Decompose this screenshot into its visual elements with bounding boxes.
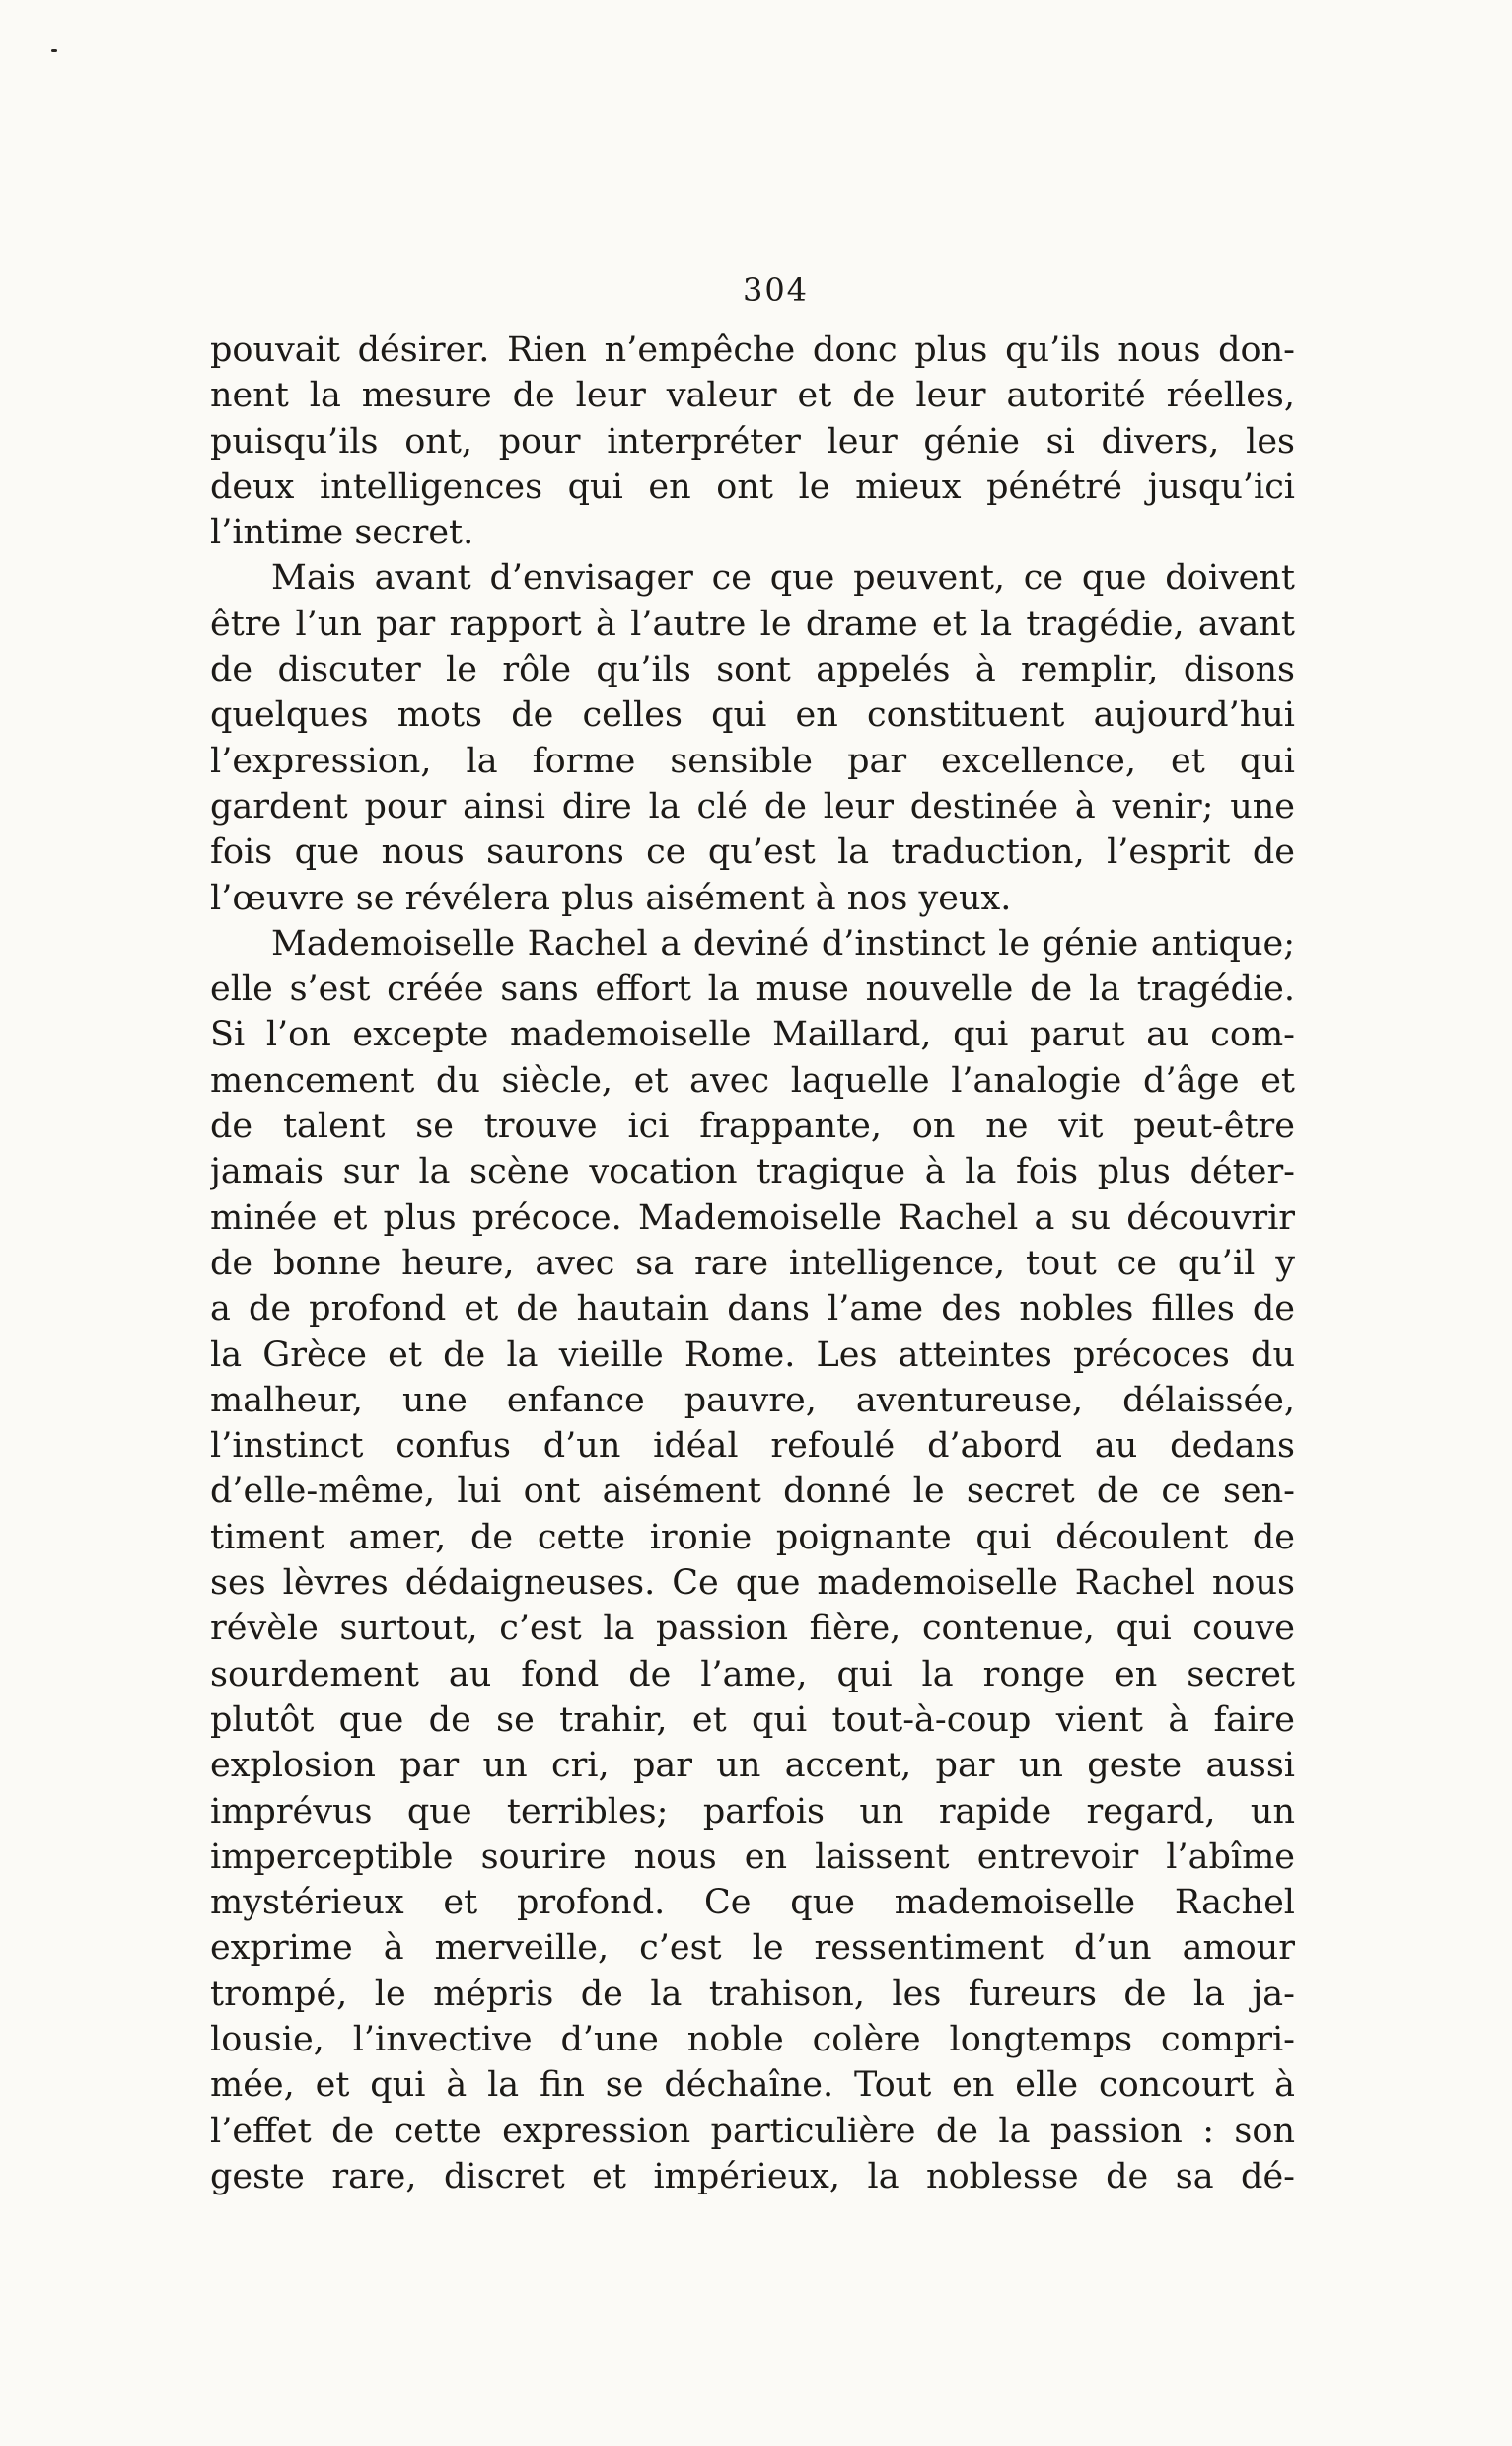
text-line: Mademoiselle Rachel a deviné d’instinct le génie antique; <box>271 923 1295 964</box>
text-line: mencement du siècle, et avec laquelle l’analogie d’âge et <box>210 1060 1295 1101</box>
ink-speck <box>51 49 57 52</box>
text-line: malheur, une enfance pauvre, aventureuse, délaissée, <box>210 1380 1295 1420</box>
text-line: fois que nous saurons ce qu’est la traduction, l’esprit de <box>210 832 1295 873</box>
text-line: explosion par un cri, par un accent, par un geste aussi <box>210 1746 1295 1786</box>
text-line: de talent se trouve ici frappante, on ne vit peut-être <box>210 1107 1295 1147</box>
text-line: l’expression, la forme sensible par excellence, et qui <box>210 741 1295 781</box>
text-line: gardent pour ainsi dire la clé de leur destinée à venir; une <box>210 786 1295 827</box>
text-line: lousie, l’invective d’une noble colère longtemps compri- <box>210 2019 1295 2059</box>
text-line: exprime à merveille, c’est le ressentiment d’un amour <box>210 1928 1295 1969</box>
text-line: nent la mesure de leur valeur et de leur autorité réelles, <box>210 376 1295 416</box>
text-line: Mais avant d’envisager ce que peuvent, ce que doivent <box>271 558 1295 599</box>
text-line: geste rare, discret et impérieux, la noblesse de sa dé- <box>210 2156 1295 2196</box>
text-line: de discuter le rôle qu’ils sont appelés à remplir, disons <box>210 650 1295 690</box>
body-text <box>210 327 1295 2199</box>
text-line: révèle surtout, c’est la passion fière, contenue, qui couve <box>210 1609 1295 1649</box>
text-line: trompé, le mépris de la trahison, les fureurs de la ja- <box>210 1974 1295 2014</box>
text-line: l’effet de cette expression particulière de la passion : son <box>210 2111 1295 2151</box>
text-line: puisqu’ils ont, pour interpréter leur génie si divers, les <box>210 421 1295 462</box>
text-line: plutôt que de se trahir, et qui tout-à-coup vient à faire <box>210 1699 1295 1740</box>
text-line: elle s’est créée sans effort la muse nouvelle de la tragédie. <box>210 970 1295 1010</box>
text-line: a de profond et de hautain dans l’ame des nobles filles de <box>210 1289 1295 1330</box>
text-line: de bonne heure, avec sa rare intelligence, tout ce qu’il y <box>210 1243 1295 1283</box>
text-line: Si l’on excepte mademoiselle Maillard, qui parut au com- <box>210 1015 1295 1055</box>
text-line: la Grèce et de la vieille Rome. Les atteintes précoces du <box>210 1334 1295 1375</box>
text-line: pouvait désirer. Rien n’empêche donc plus qu’ils nous don- <box>210 330 1295 370</box>
text-line: sourdement au fond de l’ame, qui la ronge en secret <box>210 1654 1295 1694</box>
text-line: être l’un par rapport à l’autre le drame et la tragédie, avant <box>210 604 1295 644</box>
text-line: mée, et qui à la fin se déchaîne. Tout en elle concourt à <box>210 2065 1295 2106</box>
page-number: 304 <box>742 271 810 309</box>
text-line: imperceptible sourire nous en laissent entrevoir l’abîme <box>210 1836 1295 1877</box>
text-line: quelques mots de celles qui en constituent aujourd’hui <box>210 695 1295 736</box>
text-line: l’intime secret. <box>210 513 474 553</box>
text-line: l’instinct confus d’un idéal refoulé d’abord au dedans <box>210 1426 1295 1467</box>
text-line: deux intelligences qui en ont le mieux pénétré jusqu’ici <box>210 467 1295 507</box>
text-line: mystérieux et profond. Ce que mademoiselle Rachel <box>210 1883 1295 1923</box>
text-line: ses lèvres dédaigneuses. Ce que mademoiselle Rachel nous <box>210 1563 1295 1604</box>
text-line: minée et plus précoce. Mademoiselle Rachel a su découvrir <box>210 1197 1295 1238</box>
text-line: imprévus que terribles; parfois un rapide regard, un <box>210 1791 1295 1832</box>
text-line: jamais sur la scène vocation tragique à la fois plus déter- <box>210 1152 1295 1192</box>
text-line: d’elle-même, lui ont aisément donné le secret de ce sen- <box>210 1472 1295 1512</box>
text-line: timent amer, de cette ironie poignante qui découlent de <box>210 1517 1295 1557</box>
text-line: l’œuvre se révélera plus aisément à nos yeux. <box>210 878 1012 918</box>
